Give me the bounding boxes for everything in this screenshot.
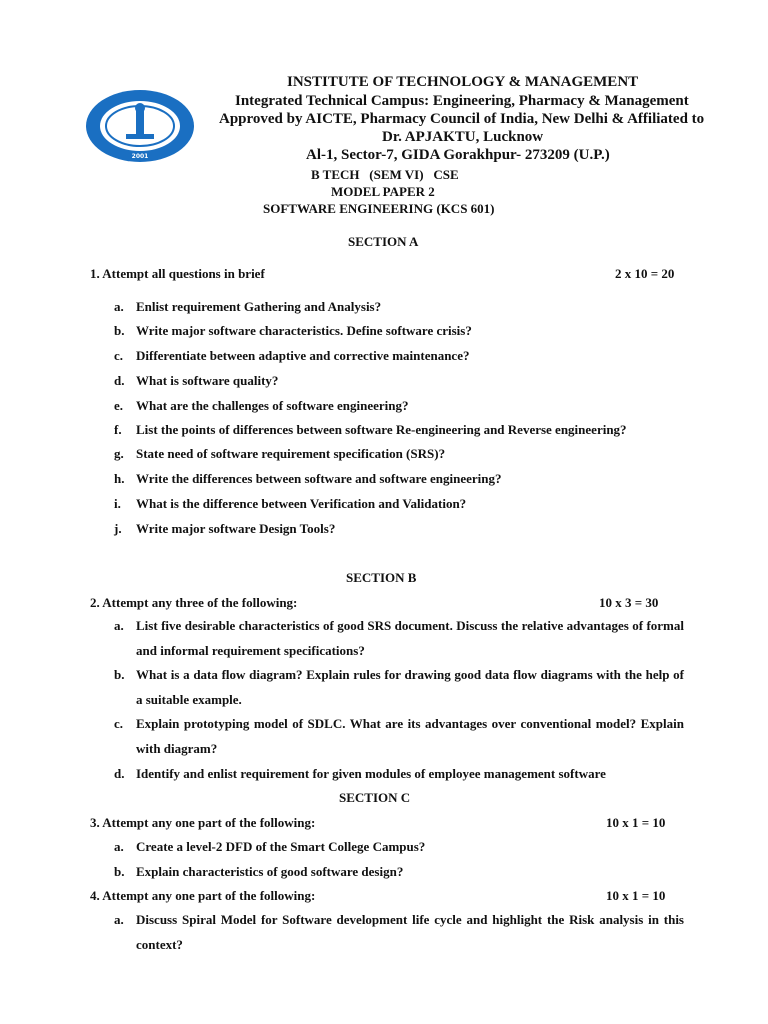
q1-item-letter: j.	[114, 521, 122, 536]
q1-item-text: Write major software characteristics. Define software crisis?	[136, 323, 472, 338]
q1-item-letter: i.	[114, 496, 121, 511]
approval-line-2: Dr. APJAKTU, Lucknow	[382, 129, 544, 145]
q1-item-letter: c.	[114, 348, 124, 363]
section-c-title: SECTION C	[339, 790, 411, 805]
q1-item-letter: b.	[114, 323, 125, 338]
institute-logo	[84, 88, 196, 164]
q2-item-text: What is a data flow diagram? Explain rules for drawing good data flow diagrams with the help of a suitable example.	[136, 667, 684, 707]
course-line: B TECH (SEM VI) CSE	[311, 167, 459, 182]
q2-item-letter: c.	[114, 716, 124, 731]
q3-instruction: 3. Attempt any one part of the following:	[90, 815, 316, 830]
q4-item-letter: a.	[114, 912, 124, 927]
q3-item-text: Explain characteristics of good software design?	[136, 864, 404, 879]
q1-item-text: Enlist requirement Gathering and Analysis?	[136, 299, 382, 314]
institute-name: INSTITUTE OF TECHNOLOGY & MANAGEMENT	[287, 74, 639, 90]
q1-item-letter: h.	[114, 471, 125, 486]
q3-item-letter: a.	[114, 839, 124, 854]
q3-item-letter: b.	[114, 864, 125, 879]
q1-item-text: What is the difference between Verification and Validation?	[136, 496, 467, 511]
q1-item-text: What are the challenges of software engineering?	[136, 398, 409, 413]
q3-item-text: Create a level-2 DFD of the Smart College Campus?	[136, 839, 426, 854]
q2-item-letter: b.	[114, 667, 125, 682]
q4-marks: 10 x 1 = 10	[606, 888, 666, 903]
q2-marks: 10 x 3 = 30	[599, 595, 659, 610]
q2-item-letter: a.	[114, 618, 124, 633]
subject-title: SOFTWARE ENGINEERING (KCS 601)	[263, 201, 495, 216]
q1-item-text: Differentiate between adaptive and corrective maintenance?	[136, 348, 470, 363]
q2-item-text: Explain prototyping model of SDLC. What are its advantages over conventional model? Explain with diagram?	[136, 716, 684, 756]
q1-item-letter: d.	[114, 373, 125, 388]
q4-instruction: 4. Attempt any one part of the following:	[90, 888, 316, 903]
q2-item-letter: d.	[114, 766, 125, 781]
q1-item-letter: e.	[114, 398, 124, 413]
address-line: Al-1, Sector-7, GIDA Gorakhpur- 273209 (U.P.)	[306, 147, 610, 163]
q1-item-text: What is software quality?	[136, 373, 279, 388]
q1-item-letter: f.	[114, 422, 122, 437]
q1-marks: 2 x 10 = 20	[615, 266, 675, 281]
q1-instruction: 1. Attempt all questions in brief	[90, 266, 265, 281]
section-a-title: SECTION A	[348, 234, 419, 249]
approval-line-1: Approved by AICTE, Pharmacy Council of India, New Delhi & Affiliated to	[219, 111, 705, 127]
q2-item-text: Identify and enlist requirement for given modules of employee management software	[136, 766, 606, 781]
q2-instruction: 2. Attempt any three of the following:	[90, 595, 298, 610]
q4-item-text: Discuss Spiral Model for Software development life cycle and highlight the Risk analysis in this context?	[136, 912, 684, 952]
section-b-title: SECTION B	[346, 570, 417, 585]
paper-title: MODEL PAPER 2	[331, 184, 435, 199]
q1-item-text: List the points of differences between software Re-engineering and Reverse engineering?	[136, 422, 627, 437]
q1-item-letter: g.	[114, 446, 124, 461]
q3-marks: 10 x 1 = 10	[606, 815, 666, 830]
q1-item-letter: a.	[114, 299, 124, 314]
campus-line: Integrated Technical Campus: Engineering, Pharmacy & Management	[235, 93, 689, 109]
logo-year: 2001	[131, 153, 149, 160]
q2-item-text: List five desirable characteristics of good SRS document. Discuss the relative advantages of formal and informal requirement specifications?	[136, 618, 684, 658]
q1-item-text: Write the differences between software and software engineering?	[136, 471, 502, 486]
q1-item-text: State need of software requirement specification (SRS)?	[136, 446, 446, 461]
q1-item-text: Write major software Design Tools?	[136, 521, 336, 536]
